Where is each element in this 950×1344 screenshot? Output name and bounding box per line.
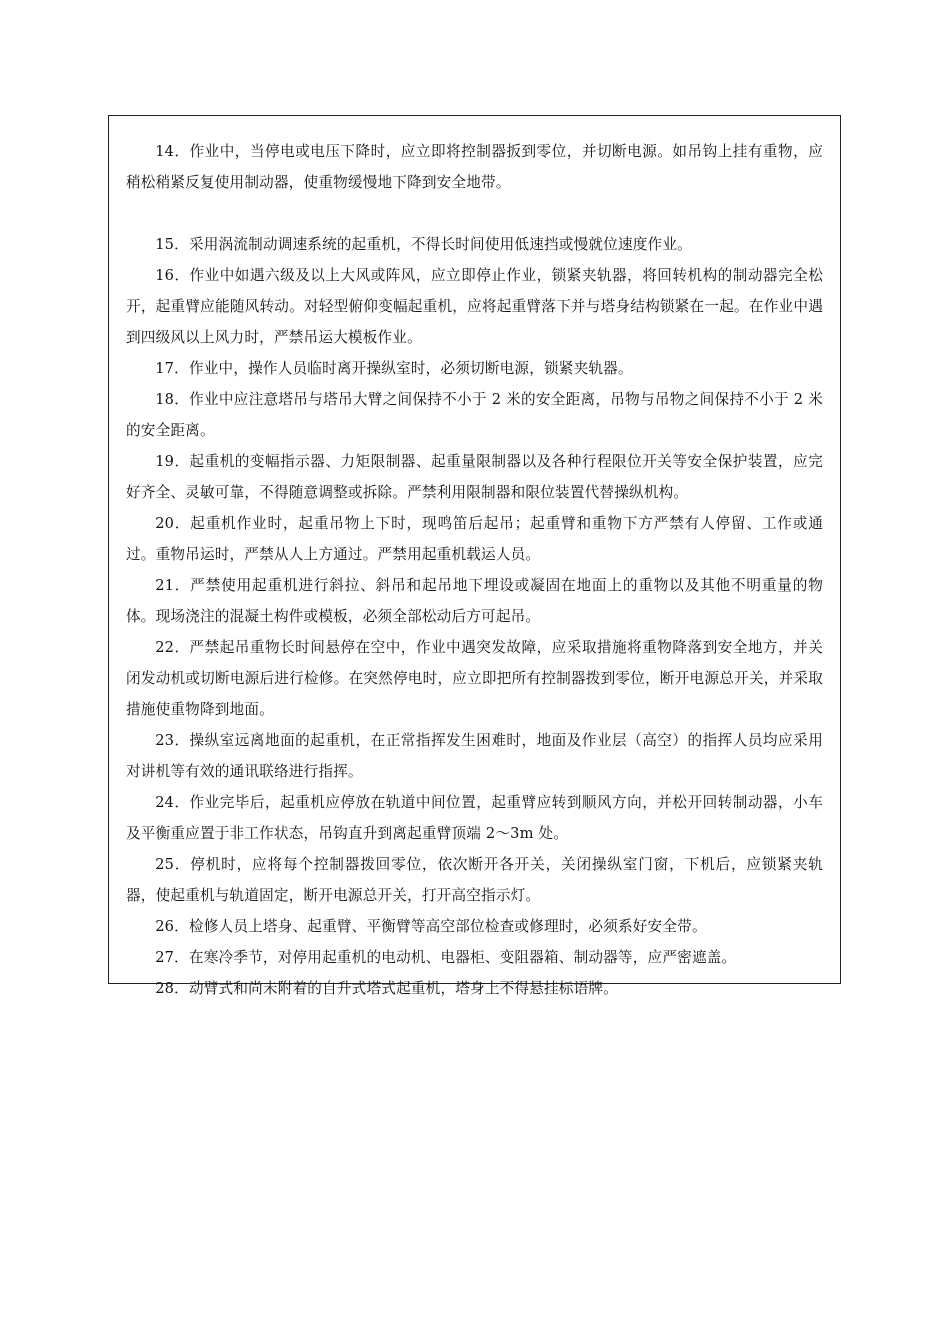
rule-26: 26．检修人员上塔身、起重臂、平衡臂等高空部位检查或修理时，必须系好安全带。 xyxy=(155,918,707,935)
rule-19: 19．起重机的变幅指示器、力矩限制器、起重量限制器以及各种行程限位开关等安全保护装置，应完好齐全、灵敏可靠，不得随意调整或拆除。严禁利用限制器和限位装置代替操纵机构。 xyxy=(126,453,823,501)
rule-24: 24．作业完毕后，起重机应停放在轨道中间位置，起重臂应转到顺风方向，并松开回转制动器，小车及平衡重应置于非工作状态，吊钩直升到离起重臂顶端 2～3m 处。 xyxy=(126,794,823,842)
rule-15: 15．采用涡流制动调速系统的起重机，不得长时间使用低速挡或慢就位速度作业。 xyxy=(155,236,692,253)
rule-21: 21．严禁使用起重机进行斜拉、斜吊和起吊地下埋设或凝固在地面上的重物以及其他不明重量的物体。现场浇注的混凝土构件或模板，必须全部松动后方可起吊。 xyxy=(126,577,823,625)
content-frame xyxy=(108,115,841,997)
rule-27: 27．在寒冷季节，对停用起重机的电动机、电器柜、变阻器箱、制动器等，应严密遮盖。 xyxy=(155,949,737,966)
rule-18: 18．作业中应注意塔吊与塔吊大臂之间保持不小于 2 米的安全距离，吊物与吊物之间保持不小于 2 米的安全距离。 xyxy=(126,391,823,439)
paragraph-gap xyxy=(126,198,823,229)
rule-22: 22．严禁起吊重物长时间悬停在空中，作业中遇突发故障，应采取措施将重物降落到安全地方，并关闭发动机或切断电源后进行检修。在突然停电时，应立即把所有控制器拨到零位，断开电源总开关，并采取措施使重物降到地面。 xyxy=(126,639,823,718)
rule-23: 23．操纵室远离地面的起重机，在正常指挥发生困难时，地面及作业层（高空）的指挥人员均应采用对讲机等有效的通讯联络进行指挥。 xyxy=(126,732,823,780)
rule-25: 25．停机时，应将每个控制器拨回零位，依次断开各开关，关闭操纵室门窗，下机后，应锁紧夹轨器，使起重机与轨道固定，断开电源总开关，打开高空指示灯。 xyxy=(126,856,823,904)
rule-16: 16．作业中如遇六级及以上大风或阵风，应立即停止作业，锁紧夹轨器，将回转机构的制动器完全松开，起重臂应能随风转动。对轻型俯仰变幅起重机，应将起重臂落下并与塔身结构锁紧在一起。在作业中遇到四级风以上风力时，严禁吊运大模板作业。 xyxy=(126,267,823,346)
rule-20: 20．起重机作业时，起重吊物上下时，现鸣笛后起吊；起重臂和重物下方严禁有人停留、工作或通过。重物吊运时，严禁从人上方通过。严禁用起重机载运人员。 xyxy=(126,515,823,563)
rule-17: 17．作业中，操作人员临时离开操纵室时，必须切断电源，锁紧夹轨器。 xyxy=(155,360,633,377)
rule-28: 28．动臂式和尚未附着的自升式塔式起重机，塔身上不得悬挂标语牌。 xyxy=(155,980,618,997)
rule-14: 14．作业中，当停电或电压下降时，应立即将控制器扳到零位，并切断电源。如吊钩上挂有重物，应稍松稍紧反复使用制动器，使重物缓慢地下降到安全地带。 xyxy=(126,143,823,191)
